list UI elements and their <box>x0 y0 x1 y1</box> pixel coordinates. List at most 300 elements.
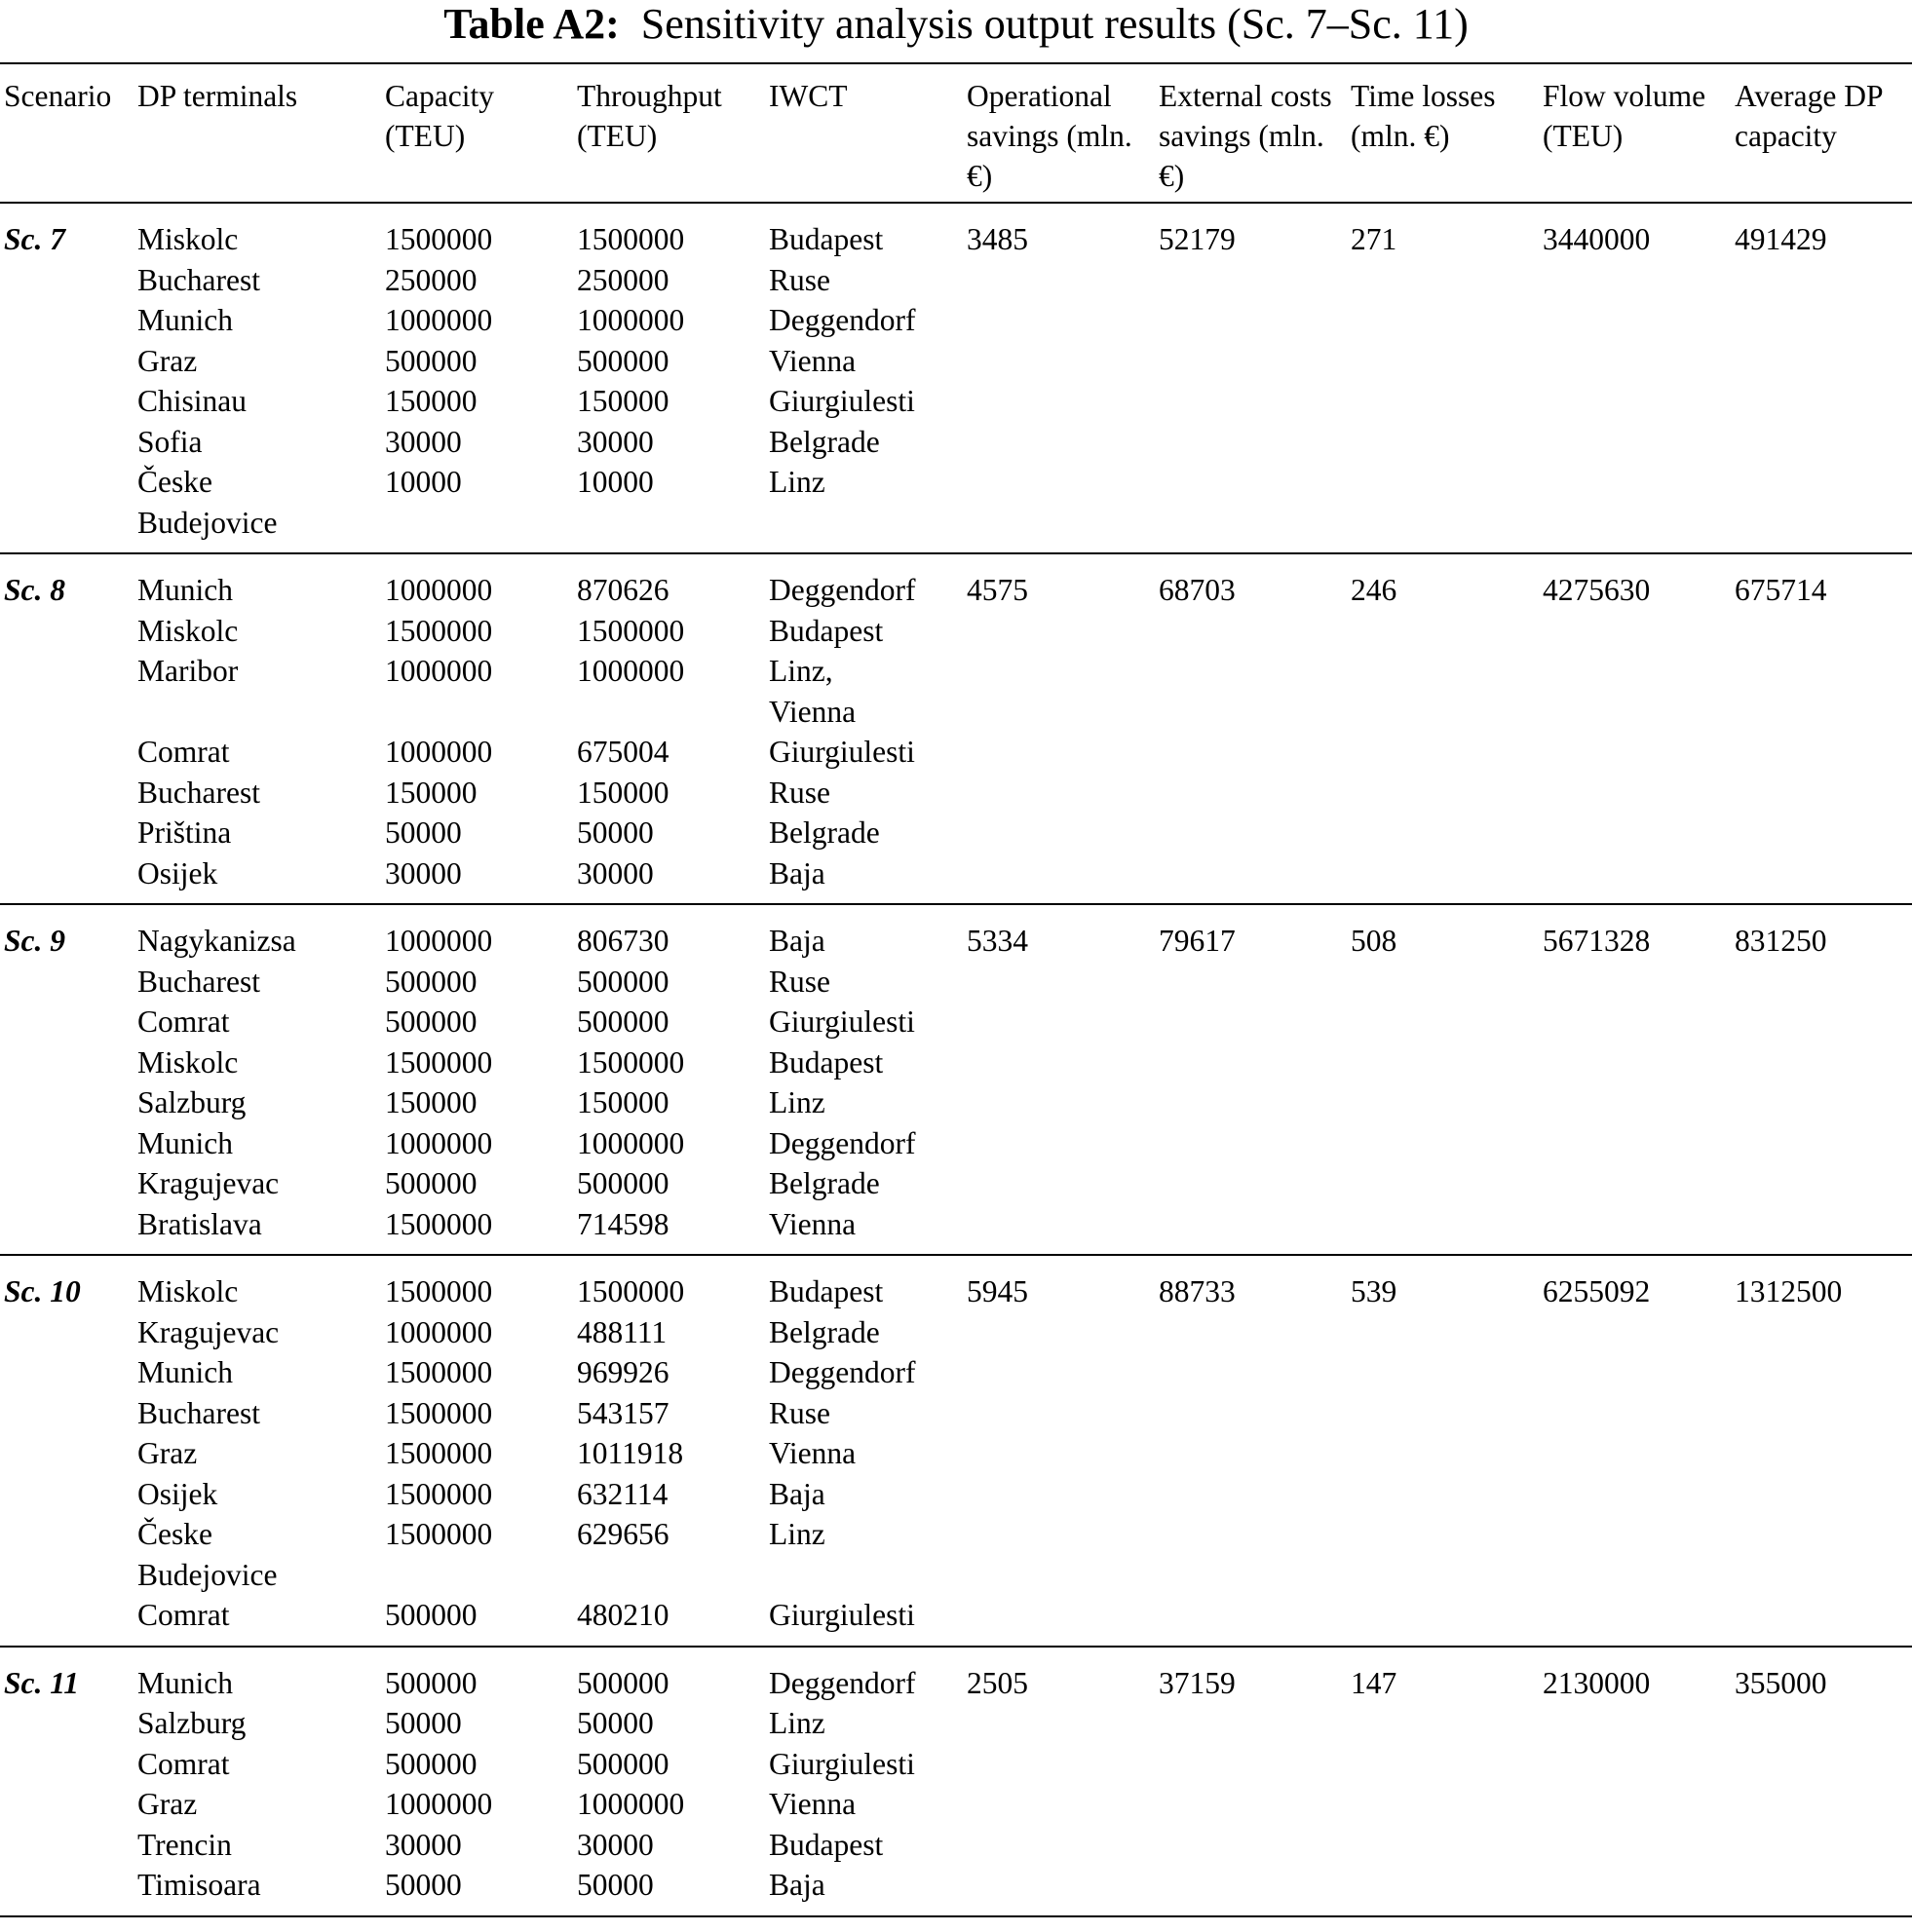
scenario-group <box>0 1647 1912 1916</box>
table-row <box>0 462 1912 503</box>
capacity-cell: 1000000 <box>385 303 493 337</box>
table-row <box>0 1825 1912 1866</box>
flow-volume-cell <box>1539 1352 1731 1393</box>
scenario-name <box>0 1433 134 1474</box>
average-dp-capacity-cell <box>1731 692 1912 733</box>
capacity-cell: 1500000 <box>385 222 493 256</box>
external-costs-savings-cell: 68703 <box>1159 573 1236 607</box>
dp-terminal-cell: Budejovice <box>137 1557 278 1592</box>
capacity-cell: 30000 <box>385 855 462 890</box>
iwct-cell <box>765 503 963 554</box>
table-row <box>0 1647 1912 1704</box>
time-losses-cell <box>1347 462 1539 503</box>
dp-terminal-cell: Česke <box>137 1517 212 1551</box>
operational-savings-cell <box>963 773 1155 814</box>
dp-terminal-cell: Miskolc <box>137 222 239 256</box>
operational-savings-cell: 5334 <box>967 924 1028 958</box>
iwct-cell: Giurgiulesti <box>769 1598 915 1632</box>
table-row <box>0 1433 1912 1474</box>
operational-savings-cell: 5945 <box>967 1274 1028 1308</box>
time-losses-cell <box>1347 1703 1539 1744</box>
throughput-cell: 1500000 <box>577 1044 685 1080</box>
table-row <box>0 1312 1912 1353</box>
scenario-name: Sc. 7 <box>4 222 65 256</box>
throughput-cell: 500000 <box>577 1004 669 1039</box>
header-row <box>0 63 1912 203</box>
iwct-cell: Giurgiulesti <box>769 384 915 418</box>
average-dp-capacity-cell <box>1731 1865 1912 1916</box>
results-table <box>0 62 1912 1917</box>
capacity-cell: 1000000 <box>385 654 493 688</box>
capacity-cell: 1000000 <box>385 573 493 607</box>
operational-savings-cell <box>963 853 1155 905</box>
average-dp-capacity-cell <box>1731 1002 1912 1042</box>
time-losses-cell <box>1347 1555 1539 1596</box>
throughput-cell: 30000 <box>577 855 654 890</box>
average-dp-capacity-cell <box>1731 462 1912 503</box>
dp-terminal-cell: Bucharest <box>137 964 260 999</box>
scenario-name <box>0 1825 134 1866</box>
iwct-cell <box>765 1555 963 1596</box>
table-row <box>0 422 1912 463</box>
time-losses-cell <box>1347 300 1539 341</box>
capacity-cell: 1500000 <box>385 1395 493 1430</box>
dp-terminal-cell: Miskolc <box>137 1044 239 1080</box>
average-dp-capacity-cell <box>1731 1555 1912 1596</box>
iwct-cell: Giurgiulesti <box>769 1004 915 1039</box>
iwct-cell: Ruse <box>769 775 830 810</box>
external-costs-savings-cell: 88733 <box>1159 1274 1236 1308</box>
dp-terminal-cell: Bucharest <box>137 775 260 810</box>
scenario-name <box>0 732 134 773</box>
flow-volume-cell <box>1539 651 1731 692</box>
external-costs-savings-cell <box>1155 1082 1347 1123</box>
throughput-cell: 500000 <box>577 964 669 999</box>
throughput-cell: 10000 <box>577 465 654 499</box>
average-dp-capacity-cell <box>1731 813 1912 853</box>
average-dp-capacity-cell <box>1731 611 1912 652</box>
table-row <box>0 503 1912 554</box>
operational-savings-cell <box>963 1433 1155 1474</box>
flow-volume-cell <box>1539 1082 1731 1123</box>
dp-terminal-cell: Salzburg <box>137 1085 247 1119</box>
external-costs-savings-cell <box>1155 422 1347 463</box>
dp-terminal-cell: Comrat <box>137 1598 230 1632</box>
dp-terminal-cell: Chisinau <box>137 384 248 418</box>
capacity-cell: 150000 <box>385 775 478 810</box>
average-dp-capacity-cell <box>1731 1352 1912 1393</box>
average-dp-capacity-cell <box>1731 1123 1912 1164</box>
capacity-cell: 10000 <box>385 465 462 499</box>
time-losses-cell <box>1347 503 1539 554</box>
scenario-name <box>0 1555 134 1596</box>
average-dp-capacity-cell <box>1731 503 1912 554</box>
throughput-cell: 1000000 <box>577 1787 685 1821</box>
table-row <box>0 1123 1912 1164</box>
capacity-cell <box>381 1555 573 1596</box>
scenario-name <box>0 1595 134 1647</box>
throughput-cell <box>573 692 765 733</box>
capacity-cell: 500000 <box>385 1166 478 1200</box>
iwct-cell: Linz, <box>769 654 833 688</box>
scenario-name <box>0 1703 134 1744</box>
iwct-cell: Ruse <box>769 964 830 999</box>
average-dp-capacity-cell <box>1731 1312 1912 1353</box>
header-flow-volume: Flow volume (TEU) <box>1543 79 1706 153</box>
iwct-cell: Giurgiulesti <box>769 1746 915 1781</box>
flow-volume-cell: 4275630 <box>1543 573 1651 607</box>
table-row <box>0 1204 1912 1256</box>
iwct-cell: Vienna <box>769 694 857 729</box>
table-row <box>0 651 1912 692</box>
time-losses-cell <box>1347 962 1539 1003</box>
time-losses-cell <box>1347 1433 1539 1474</box>
time-losses-cell <box>1347 692 1539 733</box>
external-costs-savings-cell <box>1155 341 1347 382</box>
time-losses-cell: 147 <box>1351 1665 1397 1700</box>
table-row <box>0 611 1912 652</box>
average-dp-capacity-cell <box>1731 1082 1912 1123</box>
time-losses-cell <box>1347 1595 1539 1647</box>
average-dp-capacity-cell <box>1731 1595 1912 1647</box>
capacity-cell: 1500000 <box>385 1044 493 1080</box>
capacity-cell: 50000 <box>385 1868 462 1902</box>
time-losses-cell <box>1347 1825 1539 1866</box>
capacity-cell: 150000 <box>385 1085 478 1119</box>
table-row <box>0 1393 1912 1434</box>
dp-terminal-cell: Osijek <box>137 855 218 890</box>
time-losses-cell: 508 <box>1351 924 1397 958</box>
capacity-cell: 500000 <box>385 1746 478 1781</box>
results-table-container <box>0 62 1912 1917</box>
iwct-cell: Budapest <box>769 222 884 256</box>
capacity-cell: 1500000 <box>385 1274 493 1308</box>
iwct-cell: Giurgiulesti <box>769 735 915 769</box>
iwct-cell: Baja <box>769 855 825 890</box>
flow-volume-cell <box>1539 1312 1731 1353</box>
dp-terminal-cell: Osijek <box>137 1476 218 1511</box>
time-losses-cell <box>1347 773 1539 814</box>
average-dp-capacity-cell <box>1731 1433 1912 1474</box>
scenario-name <box>0 1082 134 1123</box>
table-header <box>0 63 1912 203</box>
average-dp-capacity-cell <box>1731 853 1912 905</box>
capacity-cell: 1500000 <box>385 1206 493 1241</box>
caption-text: Sensitivity analysis output results (Sc. 7–Sc. 11) <box>640 0 1469 48</box>
flow-volume-cell: 3440000 <box>1543 222 1651 256</box>
average-dp-capacity-cell <box>1731 1784 1912 1825</box>
operational-savings-cell <box>963 651 1155 692</box>
scenario-name <box>0 341 134 382</box>
time-losses-cell <box>1347 341 1539 382</box>
flow-volume-cell <box>1539 1744 1731 1785</box>
iwct-cell: Ruse <box>769 1395 830 1430</box>
flow-volume-cell <box>1539 1474 1731 1515</box>
capacity-cell: 500000 <box>385 1665 478 1700</box>
dp-terminal-cell: Česke <box>137 465 212 499</box>
operational-savings-cell <box>963 1784 1155 1825</box>
capacity-cell: 1500000 <box>385 1476 493 1511</box>
time-losses-cell <box>1347 381 1539 422</box>
operational-savings-cell <box>963 462 1155 503</box>
average-dp-capacity-cell <box>1731 1744 1912 1785</box>
external-costs-savings-cell <box>1155 1393 1347 1434</box>
scenario-name <box>0 462 134 503</box>
capacity-cell: 250000 <box>385 262 478 297</box>
scenario-name <box>0 260 134 301</box>
dp-terminal-cell: Comrat <box>137 1746 230 1781</box>
flow-volume-cell <box>1539 1393 1731 1434</box>
operational-savings-cell <box>963 1393 1155 1434</box>
flow-volume-cell <box>1539 1784 1731 1825</box>
throughput-cell: 1011918 <box>577 1436 684 1470</box>
capacity-cell: 1500000 <box>385 613 493 648</box>
table-row <box>0 1784 1912 1825</box>
dp-terminal-cell: Comrat <box>137 735 230 769</box>
external-costs-savings-cell: 52179 <box>1159 222 1236 256</box>
time-losses-cell <box>1347 260 1539 301</box>
iwct-cell: Budapest <box>769 1827 884 1862</box>
scenario-name <box>0 1744 134 1785</box>
table-row <box>0 1595 1912 1647</box>
operational-savings-cell <box>963 1595 1155 1647</box>
dp-terminal-cell: Bucharest <box>137 262 260 297</box>
throughput-cell <box>573 503 765 554</box>
table-row <box>0 1555 1912 1596</box>
capacity-cell: 500000 <box>385 343 478 378</box>
dp-terminal-cell: Bucharest <box>137 1395 260 1430</box>
capacity-cell: 500000 <box>385 964 478 999</box>
dp-terminal-cell: Trencin <box>137 1827 232 1862</box>
external-costs-savings-cell <box>1155 1865 1347 1916</box>
header-scenario: Scenario <box>4 79 112 113</box>
operational-savings-cell <box>963 1825 1155 1866</box>
throughput-cell <box>573 1555 765 1596</box>
throughput-cell: 1500000 <box>577 1274 685 1308</box>
external-costs-savings-cell <box>1155 1514 1347 1555</box>
external-costs-savings-cell <box>1155 813 1347 853</box>
scenario-name <box>0 1352 134 1393</box>
external-costs-savings-cell <box>1155 1123 1347 1164</box>
operational-savings-cell <box>963 1163 1155 1204</box>
flow-volume-cell <box>1539 300 1731 341</box>
scenario-name <box>0 1393 134 1434</box>
throughput-cell: 500000 <box>577 343 669 378</box>
header-throughput: Throughput (TEU) <box>577 79 722 153</box>
table-row <box>0 300 1912 341</box>
average-dp-capacity-cell <box>1731 1514 1912 1555</box>
capacity-cell: 1500000 <box>385 1436 493 1470</box>
operational-savings-cell <box>963 1744 1155 1785</box>
iwct-cell: Baja <box>769 1476 825 1511</box>
iwct-cell: Belgrade <box>769 1314 880 1349</box>
external-costs-savings-cell <box>1155 1555 1347 1596</box>
dp-terminal-cell: Sofia <box>137 424 203 459</box>
table-row <box>0 260 1912 301</box>
external-costs-savings-cell <box>1155 732 1347 773</box>
flow-volume-cell <box>1539 381 1731 422</box>
operational-savings-cell <box>963 1042 1155 1083</box>
time-losses-cell <box>1347 1042 1539 1083</box>
external-costs-savings-cell <box>1155 1312 1347 1353</box>
table-row <box>0 381 1912 422</box>
dp-terminal-cell: Munich <box>137 573 233 607</box>
dp-terminal-cell: Munich <box>137 1355 233 1389</box>
throughput-cell: 500000 <box>577 1746 669 1781</box>
external-costs-savings-cell <box>1155 853 1347 905</box>
average-dp-capacity-cell: 355000 <box>1735 1665 1827 1700</box>
iwct-cell: Deggendorf <box>769 1125 916 1160</box>
external-costs-savings-cell <box>1155 1474 1347 1515</box>
operational-savings-cell <box>963 503 1155 554</box>
dp-terminal-cell: Bratislava <box>137 1206 262 1241</box>
scenario-group <box>0 1255 1912 1647</box>
flow-volume-cell: 5671328 <box>1543 924 1651 958</box>
table-row <box>0 203 1912 260</box>
scenario-name <box>0 1042 134 1083</box>
iwct-cell: Ruse <box>769 262 830 297</box>
average-dp-capacity-cell: 831250 <box>1735 924 1827 958</box>
throughput-cell: 150000 <box>577 1085 669 1119</box>
flow-volume-cell <box>1539 1865 1731 1916</box>
operational-savings-cell <box>963 692 1155 733</box>
scenario-name <box>0 1784 134 1825</box>
average-dp-capacity-cell <box>1731 260 1912 301</box>
throughput-cell: 150000 <box>577 384 669 418</box>
capacity-cell: 1000000 <box>385 1787 493 1821</box>
header-capacity: Capacity (TEU) <box>385 79 494 153</box>
scenario-name <box>0 651 134 692</box>
time-losses-cell <box>1347 1514 1539 1555</box>
table-row <box>0 853 1912 905</box>
time-losses-cell: 246 <box>1351 573 1397 607</box>
flow-volume-cell <box>1539 1514 1731 1555</box>
flow-volume-cell <box>1539 1123 1731 1164</box>
dp-terminal-cell: Comrat <box>137 1004 230 1039</box>
flow-volume-cell: 6255092 <box>1543 1274 1651 1308</box>
iwct-cell: Belgrade <box>769 1166 880 1200</box>
dp-terminal-cell: Salzburg <box>137 1706 247 1740</box>
throughput-cell: 870626 <box>577 573 669 607</box>
table-row <box>0 813 1912 853</box>
iwct-cell: Baja <box>769 1868 825 1902</box>
throughput-cell: 50000 <box>577 1868 654 1902</box>
scenario-name <box>0 1163 134 1204</box>
external-costs-savings-cell <box>1155 1595 1347 1647</box>
external-costs-savings-cell <box>1155 1433 1347 1474</box>
throughput-cell: 1000000 <box>577 1125 685 1160</box>
external-costs-savings-cell <box>1155 1703 1347 1744</box>
average-dp-capacity-cell <box>1731 773 1912 814</box>
external-costs-savings-cell <box>1155 1744 1347 1785</box>
scenario-name <box>0 300 134 341</box>
scenario-group <box>0 203 1912 553</box>
scenario-name <box>0 1123 134 1164</box>
capacity-cell: 30000 <box>385 1827 462 1862</box>
scenario-name: Sc. 11 <box>4 1665 80 1700</box>
caption-label: Table A2: <box>443 0 620 48</box>
time-losses-cell: 271 <box>1351 222 1397 256</box>
dp-terminal-cell: Nagykanizsa <box>137 924 296 958</box>
flow-volume-cell <box>1539 773 1731 814</box>
external-costs-savings-cell: 37159 <box>1159 1665 1236 1700</box>
time-losses-cell <box>1347 422 1539 463</box>
table-row <box>0 1163 1912 1204</box>
scenario-name <box>0 381 134 422</box>
operational-savings-cell: 3485 <box>967 222 1028 256</box>
scenario-name: Sc. 8 <box>4 573 65 607</box>
dp-terminal-cell: Kragujevac <box>137 1314 280 1349</box>
capacity-cell: 1000000 <box>385 1314 493 1349</box>
dp-terminal-cell: Munich <box>137 1665 233 1700</box>
external-costs-savings-cell <box>1155 1042 1347 1083</box>
capacity-cell: 500000 <box>385 1004 478 1039</box>
scenario-name <box>0 611 134 652</box>
header-dp-terminals: DP terminals <box>137 79 298 113</box>
external-costs-savings-cell <box>1155 381 1347 422</box>
dp-terminal-cell: Munich <box>137 303 233 337</box>
table-row <box>0 1514 1912 1555</box>
operational-savings-cell <box>963 1474 1155 1515</box>
time-losses-cell <box>1347 1393 1539 1434</box>
average-dp-capacity-cell <box>1731 341 1912 382</box>
iwct-cell: Vienna <box>769 1787 857 1821</box>
external-costs-savings-cell <box>1155 611 1347 652</box>
iwct-cell: Deggendorf <box>769 573 916 607</box>
throughput-cell: 1500000 <box>577 222 685 256</box>
operational-savings-cell <box>963 611 1155 652</box>
throughput-cell: 30000 <box>577 1827 654 1862</box>
dp-terminal-cell <box>134 692 381 733</box>
time-losses-cell <box>1347 732 1539 773</box>
scenario-name <box>0 773 134 814</box>
scenario-name <box>0 1514 134 1555</box>
scenario-name: Sc. 10 <box>4 1274 81 1308</box>
external-costs-savings-cell <box>1155 1163 1347 1204</box>
throughput-cell: 500000 <box>577 1665 669 1700</box>
time-losses-cell <box>1347 651 1539 692</box>
average-dp-capacity-cell: 491429 <box>1735 222 1827 256</box>
capacity-cell: 1500000 <box>385 1355 493 1389</box>
operational-savings-cell <box>963 1865 1155 1916</box>
scenario-name: Sc. 9 <box>4 924 65 958</box>
flow-volume-cell <box>1539 462 1731 503</box>
iwct-cell: Belgrade <box>769 815 880 850</box>
throughput-cell: 1500000 <box>577 613 685 648</box>
table-row <box>0 1703 1912 1744</box>
operational-savings-cell <box>963 1002 1155 1042</box>
operational-savings-cell <box>963 1352 1155 1393</box>
operational-savings-cell <box>963 1514 1155 1555</box>
time-losses-cell <box>1347 1082 1539 1123</box>
external-costs-savings-cell <box>1155 1002 1347 1042</box>
external-costs-savings-cell <box>1155 962 1347 1003</box>
scenario-name <box>0 1204 134 1256</box>
operational-savings-cell <box>963 260 1155 301</box>
average-dp-capacity-cell <box>1731 1163 1912 1204</box>
header-operational-savings: Operational savings (mln. €) <box>967 79 1132 193</box>
throughput-cell: 150000 <box>577 775 669 810</box>
throughput-cell: 1000000 <box>577 303 685 337</box>
external-costs-savings-cell <box>1155 651 1347 692</box>
table-row <box>0 1002 1912 1042</box>
operational-savings-cell <box>963 1555 1155 1596</box>
iwct-cell: Budapest <box>769 1044 884 1080</box>
dp-terminal-cell: Budejovice <box>137 505 278 540</box>
table-row <box>0 553 1912 611</box>
iwct-cell: Budapest <box>769 613 884 648</box>
external-costs-savings-cell <box>1155 462 1347 503</box>
